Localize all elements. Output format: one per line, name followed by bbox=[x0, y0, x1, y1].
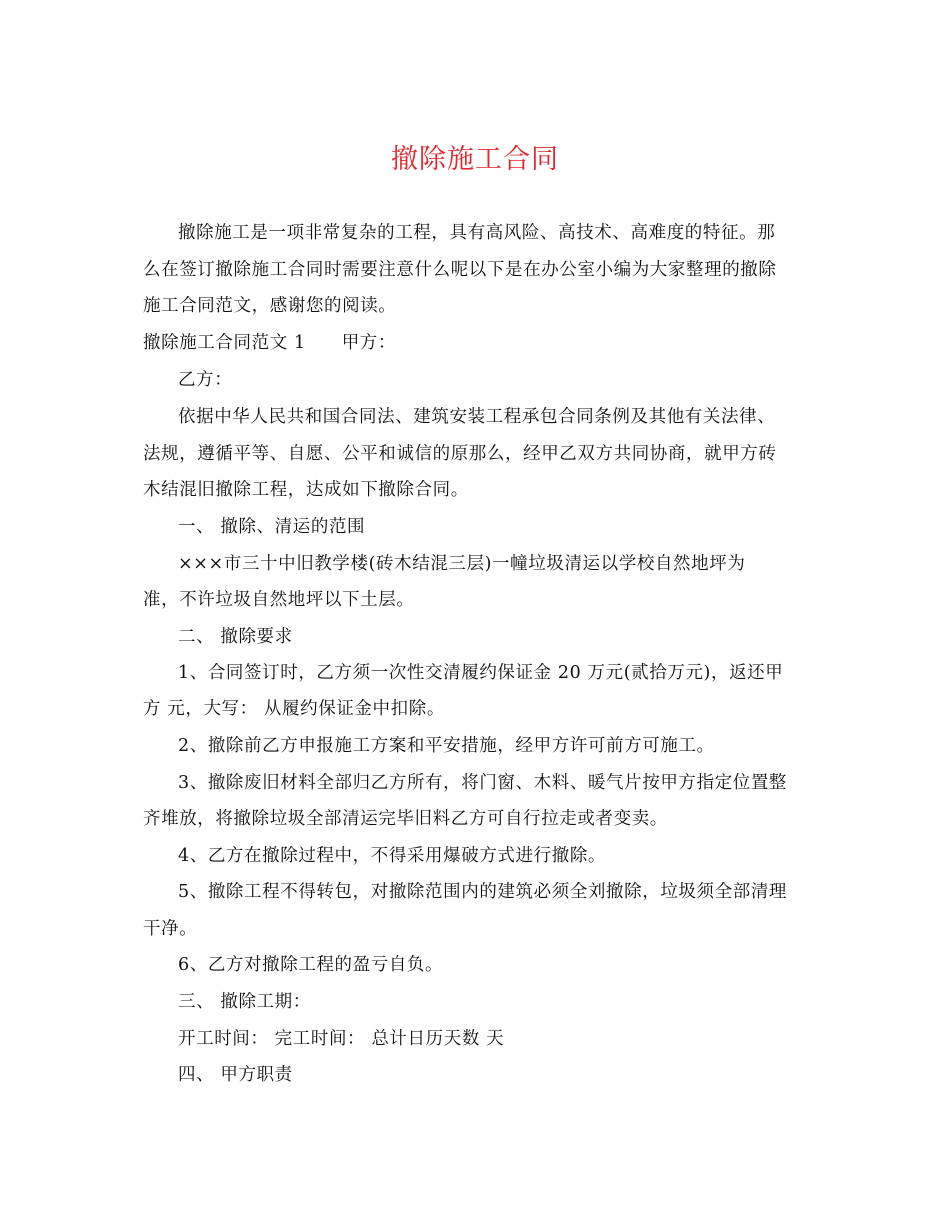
party-b-label: 乙方： bbox=[178, 370, 233, 390]
item-1-line-1: 1、合同签订时，乙方须一次性交清履约保证金 20 万元(贰拾万元)，返还甲 bbox=[178, 663, 784, 683]
intro-line-2: 么在签订撤除施工合同时需要注意什么呢以下是在办公室小编为大家整理的撤除 bbox=[143, 260, 777, 280]
section-1-title: 一、 撤除、清运的范围 bbox=[178, 517, 366, 537]
item-5-line-1: 5、撤除工程不得转包，对撤除范围内的建筑必须全刘撤除，垃圾须全部清理 bbox=[178, 882, 788, 902]
sample-heading: 撤除施工合同范文 1 bbox=[143, 333, 306, 353]
item-3-line-2: 齐堆放，将撤除垃圾全部清运完毕旧料乙方可自行拉走或者变卖。 bbox=[143, 809, 668, 829]
item-6: 6、乙方对撤除工程的盈亏自负。 bbox=[178, 955, 444, 975]
item-1-line-2: 方 元，大写： 从履约保证金中扣除。 bbox=[143, 699, 445, 719]
basis-line-1: 依据中华人民共和国合同法、建筑安装工程承包合同条例及其他有关法律、 bbox=[178, 407, 776, 427]
section-4-title: 四、 甲方职责 bbox=[178, 1065, 293, 1085]
intro-line-1: 撤除施工是一项非常复杂的工程，具有高风险、高技术、高难度的特征。那 bbox=[178, 223, 776, 243]
section-1-line-1: ×××市三十中旧教学楼(砖木结混三层)一幢垃圾清运以学校自然地坪为 bbox=[178, 554, 746, 574]
section-2-title: 二、 撤除要求 bbox=[178, 627, 293, 647]
item-3-line-1: 3、撤除废旧材料全部归乙方所有，将门窗、木料、暖气片按甲方指定位置整 bbox=[178, 773, 788, 793]
basis-line-2: 法规，遵循平等、自愿、公平和诚信的原那么，经甲乙双方共同协商，就甲方砖 bbox=[143, 444, 777, 464]
intro-line-3: 施工合同范文，感谢您的阅读。 bbox=[143, 296, 397, 316]
basis-line-3: 木结混旧撤除工程，达成如下撤除合同。 bbox=[143, 480, 469, 500]
sample-heading-line bbox=[143, 331, 396, 355]
item-2: 2、撤除前乙方申报施工方案和平安措施，经甲方许可前方可施工。 bbox=[178, 736, 715, 756]
document-title: 撤除施工合同 bbox=[391, 144, 559, 175]
party-a-label: 甲方： bbox=[341, 333, 397, 353]
section-1-line-2: 准，不许垃圾自然地坪以下土层。 bbox=[143, 590, 415, 610]
schedule-line: 开工时间： 完工时间： 总计日历天数 天 bbox=[178, 1029, 505, 1049]
item-4: 4、乙方在撤除过程中，不得采用爆破方式进行撤除。 bbox=[178, 846, 607, 866]
section-3-title: 三、 撤除工期： bbox=[178, 992, 311, 1012]
item-5-line-2: 干净。 bbox=[143, 919, 198, 939]
